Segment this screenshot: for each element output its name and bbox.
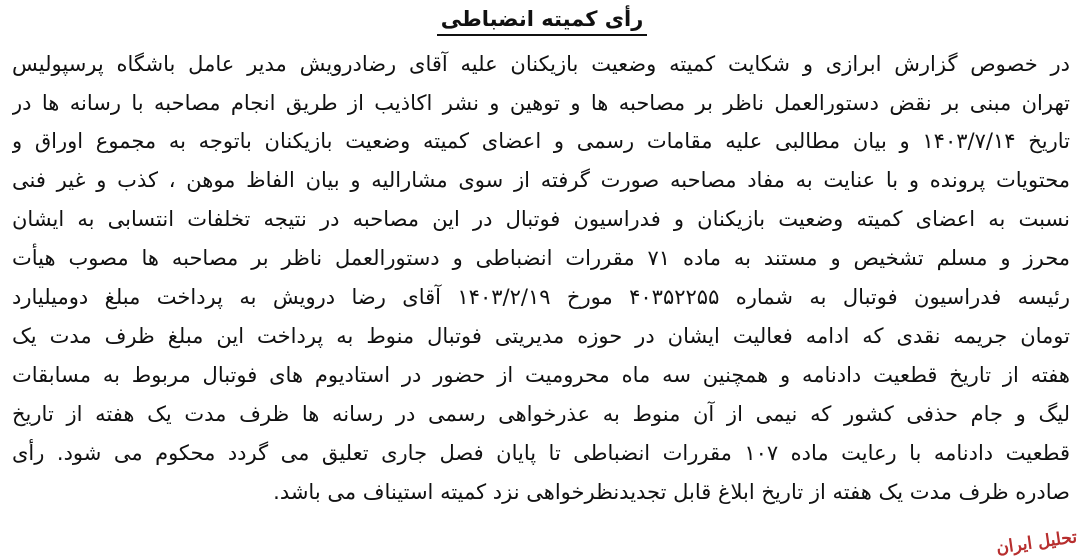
paragraph-line-11: قطعیت دادنامه با رعایت ماده ۱۰۷ مقررات انضباطی تا پایان فصل جاری تعلیق می گردد محکوم می شود. رأی (12, 441, 1070, 465)
paragraph-line-1: در خصوص گزارش ابرازی و شکایت کمیته وضعیت بازیکنان علیه آقای رضادرویش مدیر عامل باشگاه پرسپولیس (12, 52, 1070, 76)
paragraph-line-3: تاریخ ۱۴۰۳/۷/۱۴ و بیان مطالبی علیه مقامات رسمی و اعضای کمیته وضعیت بازیکنان باتوجه به مجموع اوراق و (12, 129, 1070, 153)
paragraph-line-6: محرز و مسلم تشخیص و مستند به ماده ۷۱ مقررات انضباطی و دستورالعمل ناظر بر مصاحبه ها مصوب هیأت (12, 246, 1070, 270)
paragraph-line-9: هفته از تاریخ قطعیت دادنامه و همچنین سه ماه محرومیت از حضور در استادیوم های فوتبال مربوط به مسابقات (12, 363, 1070, 387)
paragraph-line-8: تومان جریمه نقدی که ادامه فعالیت ایشان در حوزه مدیریتی فوتبال منوط به پرداخت این مبلغ ظرف مدت یک (12, 324, 1070, 348)
paragraph-line-2: تهران مبنی بر نقض دستورالعمل ناظر بر مصاحبه ها و توهین و نشر اکاذیب از طریق انجام مصاحبه با رسانه ها در (12, 91, 1070, 115)
paragraph-line-7: رئیسه فدراسیون فوتبال به شماره ۴۰۳۵۲۲۵۵ مورخ ۱۴۰۳/۲/۱۹ آقای رضا درویش به پرداخت مبلغ دومیلیارد (12, 285, 1070, 309)
paragraph-line-4: محتویات پرونده و با عنایت به مفاد مصاحبه صورت گرفته از سوی مشارالیه و بیان الفاظ موهن ، کذب و غیر فنی (12, 168, 1070, 192)
document-title (0, 2, 1084, 36)
paragraph-line-12: صادره ظرف مدت یک هفته از تاریخ ابلاغ قابل تجدیدنظرخواهی نزد کمیته استیناف می باشد. (273, 480, 1070, 504)
paragraph-line-10: لیگ و جام حذفی کشور که نیمی از آن منوط به عذرخواهی رسمی در رسانه ها ظرف مدت یک هفته از تاریخ (12, 402, 1070, 426)
watermark-logo: تحلیل ایران (994, 527, 1078, 558)
document-title-text: رأی کمیته انضباطی (437, 4, 648, 36)
paragraph-line-5: نسبت به اعضای کمیته وضعیت بازیکنان و فدراسیون فوتبال در این مصاحبه در نتیجه تخلفات انتسابی به ایشان (12, 207, 1070, 231)
